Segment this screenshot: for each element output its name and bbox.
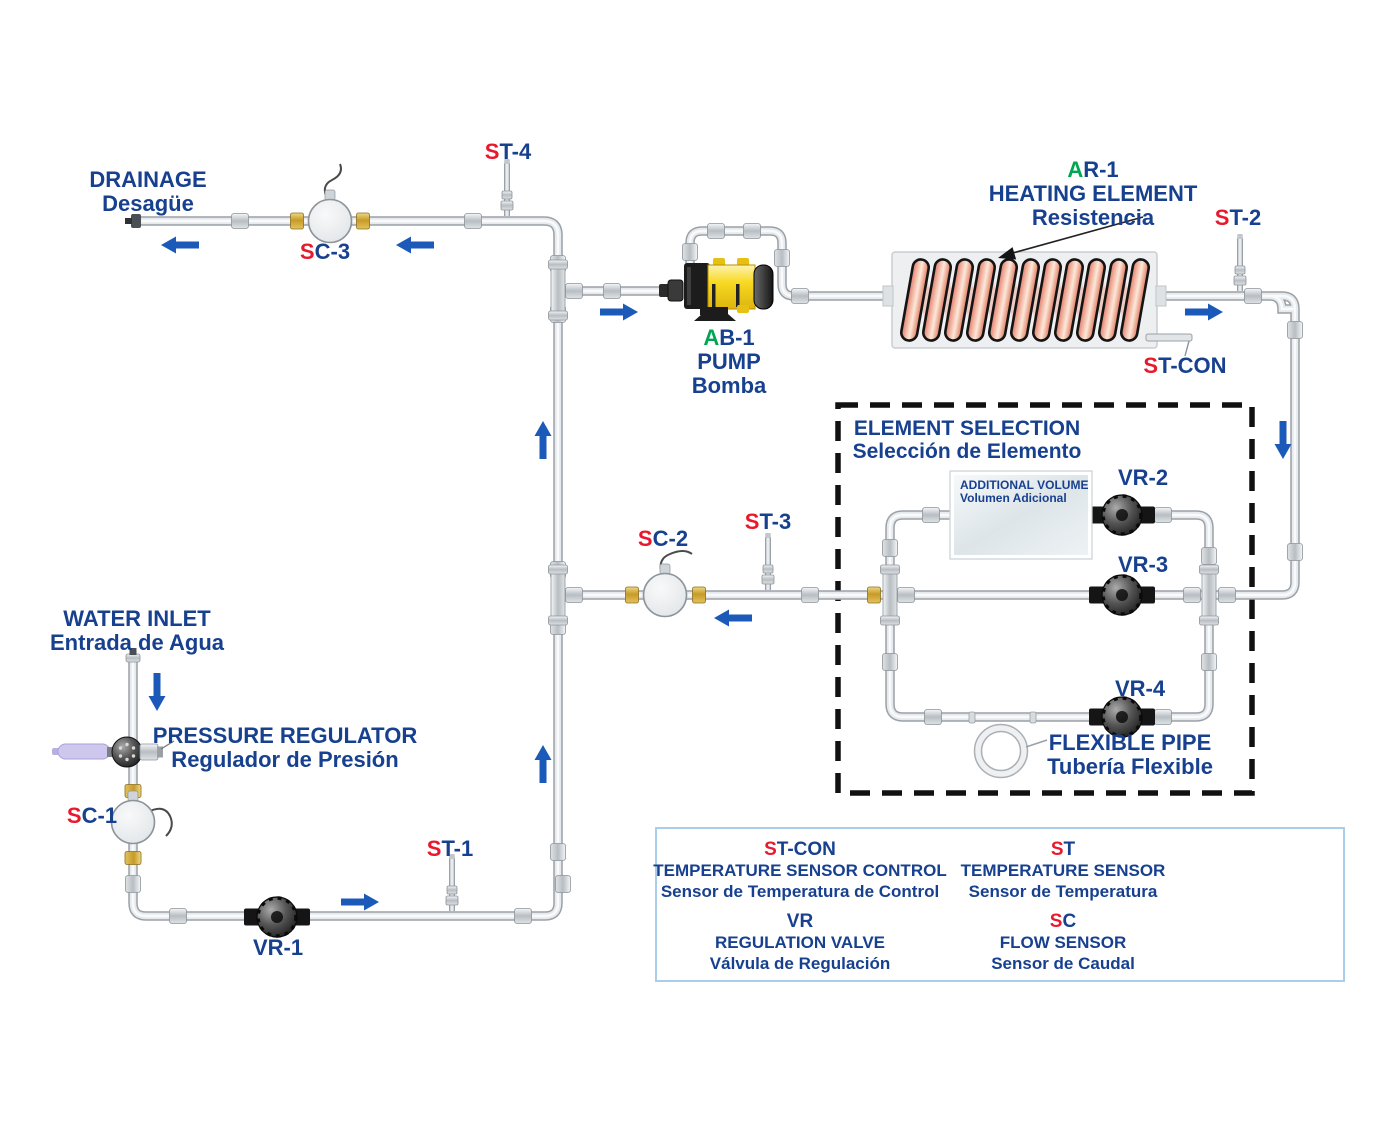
flow-sensor-sc2 [644, 551, 693, 617]
legend-st-con: ST-CON TEMPERATURE SENSOR CONTROL Sensor de Temperatura de Control [653, 839, 947, 901]
flexible-pipe-leader-line [1026, 740, 1047, 747]
water-inlet-label: WATER INLET Entrada de Agua [50, 606, 224, 656]
sensor-tag-sc1: SC-1 [66, 803, 118, 828]
flow-arrow-right [1185, 304, 1223, 321]
valve-tag-vr4: VR-4 [1114, 676, 1166, 701]
heating-element-label: AR-1 HEATING ELEMENT Resistencia [988, 157, 1198, 231]
temp-sensor-st4 [501, 159, 513, 216]
sensor-tag-st3: ST-3 [744, 509, 792, 534]
flow-arrow-right [600, 304, 638, 321]
legend-vr: VR REGULATION VALVE Válvula de Regulación [709, 911, 891, 973]
flow-arrow-up [535, 421, 552, 459]
legend-sc: SC FLOW SENSOR Sensor de Caudal [991, 911, 1135, 973]
sensor-tag-st1: ST-1 [426, 836, 474, 861]
flow-sensor-sc3 [309, 164, 352, 243]
flow-sensor-sc1 [112, 791, 172, 844]
temp-sensor-st2 [1234, 234, 1246, 291]
flow-arrow-left [161, 237, 199, 254]
sensor-tag-sc3: SC-3 [299, 239, 351, 264]
valve-tag-vr3: VR-3 [1117, 552, 1169, 577]
flow-arrow-left [714, 610, 752, 627]
pressure-regulator-label: PRESSURE REGULATOR Regulador de Presión [152, 723, 418, 773]
flow-arrow-left [396, 237, 434, 254]
sensor-tag-st2: ST-2 [1214, 205, 1262, 230]
legend-box [655, 827, 1345, 982]
sensor-tag-st4: ST-4 [484, 139, 532, 164]
flow-arrow-down [149, 673, 166, 711]
flow-arrow-right [341, 894, 379, 911]
heater-coil [900, 258, 1150, 342]
pump-label: AB-1 PUMP Bomba [691, 325, 767, 399]
sensor-tag-sc2: SC-2 [637, 526, 689, 551]
temp-sensor-st3 [762, 533, 774, 590]
sensor-tag-st-con: ST-CON [1143, 353, 1227, 378]
temp-sensor-st1 [446, 854, 458, 911]
element-selection-label: ELEMENT SELECTION Selección de Elemento [852, 417, 1082, 464]
valve-tag-vr2: VR-2 [1117, 465, 1169, 490]
pump-graphic [659, 258, 773, 321]
valve-vr2 [1089, 495, 1155, 535]
additional-volume-label: ADDITIONAL VOLUME Volumen Adicional [960, 478, 1089, 506]
valve-tag-vr1: VR-1 [252, 935, 304, 960]
valve-vr1 [244, 897, 310, 937]
legend-st: ST TEMPERATURE SENSOR Sensor de Temperatura [960, 839, 1166, 901]
heating-element-graphic [883, 217, 1192, 356]
drainage-label: DRAINAGE Desagüe [89, 167, 207, 217]
flexible-pipe-label: FLEXIBLE PIPE Tubería Flexible [1047, 730, 1213, 780]
flow-arrow-down [1275, 421, 1292, 459]
valve-vr3 [1089, 575, 1155, 615]
flow-arrow-up [535, 745, 552, 783]
